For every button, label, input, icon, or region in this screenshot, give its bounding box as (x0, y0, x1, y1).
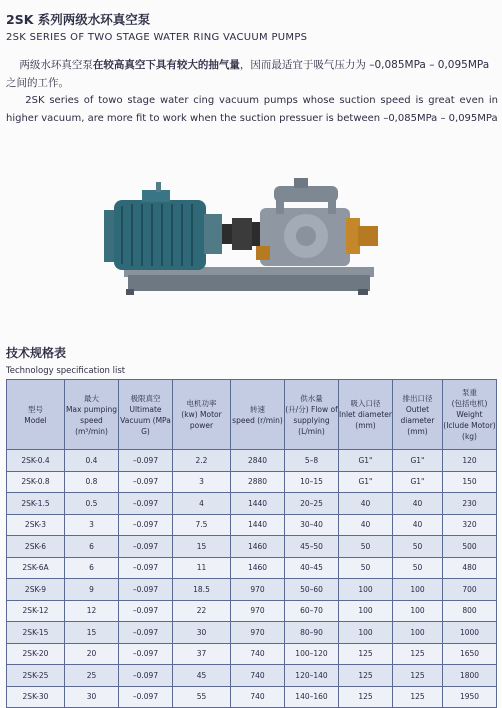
column-header (173, 380, 231, 450)
table-cell: G1" (393, 471, 443, 493)
table-cell: 2SK-0.4 (7, 450, 65, 472)
table-cell: 500 (443, 536, 497, 558)
spec-table-head (7, 380, 497, 450)
spec-table-body (7, 450, 497, 708)
column-header-cn: 最大 (84, 393, 99, 403)
table-cell: 3 (65, 514, 119, 536)
table-cell: 40 (393, 493, 443, 515)
page-title: 2SK 系列两级水环真空泵 (6, 12, 151, 27)
table-cell: 12 (65, 600, 119, 622)
table-cell: 100 (339, 622, 393, 644)
table-cell: 0.5 (65, 493, 119, 515)
table-cell: 20–25 (285, 493, 339, 515)
table-cell: 1800 (443, 665, 497, 687)
spec-title: 技术规格表 (6, 346, 67, 360)
table-cell: –0.097 (119, 600, 173, 622)
column-header (7, 380, 65, 450)
table-cell: 2SK-3 (7, 514, 65, 536)
table-row (7, 536, 497, 558)
table-cell: 40 (339, 514, 393, 536)
table-cell: 15 (65, 622, 119, 644)
table-cell: 18.5 (173, 579, 231, 601)
table-cell: 50 (393, 557, 443, 579)
intro-en (6, 92, 498, 128)
table-cell: 40–45 (285, 557, 339, 579)
column-header-en: Inlet diameter (mm) (339, 410, 392, 430)
table-cell: 230 (443, 493, 497, 515)
table-cell: 22 (173, 600, 231, 622)
table-cell: 1460 (231, 557, 285, 579)
table-cell: 20 (65, 643, 119, 665)
table-cell: –0.097 (119, 493, 173, 515)
table-cell: 120 (443, 450, 497, 472)
table-cell: 2SK-1.5 (7, 493, 65, 515)
table-cell: 125 (393, 665, 443, 687)
table-cell: 11 (173, 557, 231, 579)
table-cell: 320 (443, 514, 497, 536)
table-cell: 45–50 (285, 536, 339, 558)
column-header-cn: 转速 (250, 404, 265, 414)
column-header-en: Outlet diameter (mm) (400, 404, 435, 436)
table-header-row (7, 380, 497, 450)
table-cell: 480 (443, 557, 497, 579)
column-header-cn: 电机功率 (186, 399, 217, 408)
table-cell: 30–40 (285, 514, 339, 536)
column-header-en: (升/分) Flow of supplying (L/min) (285, 404, 338, 436)
table-row (7, 665, 497, 687)
table-row (7, 493, 497, 515)
table-cell: 80–90 (285, 622, 339, 644)
table-cell: 125 (393, 686, 443, 708)
column-header-en: Model (24, 415, 47, 425)
table-cell: 4 (173, 493, 231, 515)
column-header (65, 380, 119, 450)
table-cell: 125 (339, 643, 393, 665)
column-header-en: (kw) Motor power (181, 410, 222, 430)
intro-cn (6, 56, 496, 92)
column-header (285, 380, 339, 450)
page-subtitle: 2SK SERIES OF TWO STAGE WATER RING VACUUM PUMPS (6, 32, 308, 43)
table-cell: 1460 (231, 536, 285, 558)
table-cell: 740 (231, 643, 285, 665)
table-cell: 740 (231, 665, 285, 687)
table-cell: 50 (339, 557, 393, 579)
column-header-cn: 排出口径 (402, 393, 433, 403)
table-cell: 125 (393, 643, 443, 665)
column-header-en: Ultimate Vacuum (MPa G) (120, 404, 171, 436)
column-header (443, 380, 497, 450)
table-cell: 100 (393, 622, 443, 644)
table-row (7, 643, 497, 665)
table-cell: 30 (173, 622, 231, 644)
table-cell: –0.097 (119, 643, 173, 665)
table-cell: 700 (443, 579, 497, 601)
spec-table (6, 379, 497, 708)
table-cell: 800 (443, 600, 497, 622)
intro-cn-part3: ，因而最适宜于吸气压力为 –0,085MPa – 0,095MPa 之间的工作。 (6, 59, 490, 89)
table-cell: –0.097 (119, 686, 173, 708)
column-header-cn: 泵重 (462, 388, 477, 397)
table-row (7, 557, 497, 579)
table-row (7, 471, 497, 493)
table-cell: G1" (339, 450, 393, 472)
table-cell: –0.097 (119, 622, 173, 644)
table-cell: 6 (65, 536, 119, 558)
table-row (7, 686, 497, 708)
table-cell: 2840 (231, 450, 285, 472)
table-cell: 125 (339, 665, 393, 687)
table-cell: 100 (339, 579, 393, 601)
table-cell: 6 (65, 557, 119, 579)
column-header-en: (包括电机) Weight (Iclude Motor) (kg) (443, 399, 496, 441)
table-cell: 50 (393, 536, 443, 558)
spec-subtitle: Technology specification list (6, 366, 126, 376)
table-cell: 9 (65, 579, 119, 601)
column-header-cn: 供水量 (300, 393, 323, 403)
table-cell: 50–60 (285, 579, 339, 601)
table-cell: 60–70 (285, 600, 339, 622)
intro-cn-part2: 在较高真空下具有较大的抽气量 (92, 59, 240, 71)
table-cell: 15 (173, 536, 231, 558)
table-row (7, 579, 497, 601)
table-cell: 40 (393, 514, 443, 536)
table-cell: 50 (339, 536, 393, 558)
table-cell: 30 (65, 686, 119, 708)
table-cell: 2SK-6 (7, 536, 65, 558)
column-header (119, 380, 173, 450)
table-cell: –0.097 (119, 471, 173, 493)
table-cell: 3 (173, 471, 231, 493)
table-cell: 100 (393, 579, 443, 601)
table-cell: 45 (173, 665, 231, 687)
table-cell: 140–160 (285, 686, 339, 708)
intro-cn-part1: 两级水环真空泵 (19, 59, 93, 71)
table-cell: –0.097 (119, 579, 173, 601)
column-header-en: Max pumping speed (m³/min) (65, 404, 118, 436)
table-cell: –0.097 (119, 514, 173, 536)
table-cell: 740 (231, 686, 285, 708)
table-cell: 2880 (231, 471, 285, 493)
table-cell: G1" (339, 471, 393, 493)
table-cell: 970 (231, 622, 285, 644)
table-cell: 150 (443, 471, 497, 493)
table-cell: 1650 (443, 643, 497, 665)
pump-photo (96, 172, 396, 302)
table-cell: 1440 (231, 514, 285, 536)
table-cell: 2SK-20 (7, 643, 65, 665)
column-header-cn: 极限真空 (130, 393, 161, 403)
table-cell: 100–120 (285, 643, 339, 665)
table-cell: 7.5 (173, 514, 231, 536)
table-cell: 2SK-30 (7, 686, 65, 708)
table-cell: –0.097 (119, 450, 173, 472)
column-header (393, 380, 443, 450)
table-row (7, 450, 497, 472)
column-header (339, 380, 393, 450)
intro-en-text: 2SK series of towo stage water cing vacuum pumps whose suction speed is great even in higher vacuum, are more fit to work when the suction pressuer is between –0,085MPa – 0,095MPa (6, 95, 498, 124)
table-row (7, 600, 497, 622)
table-cell: 100 (339, 600, 393, 622)
table-cell: –0.097 (119, 557, 173, 579)
table-cell: 2SK-15 (7, 622, 65, 644)
column-header-en: speed (r/min) (232, 415, 283, 425)
table-cell: 0.8 (65, 471, 119, 493)
table-cell: 5–8 (285, 450, 339, 472)
table-cell: 40 (339, 493, 393, 515)
table-row (7, 514, 497, 536)
table-cell: 1000 (443, 622, 497, 644)
column-header-cn: 型号 (28, 404, 43, 414)
table-cell: 2SK-12 (7, 600, 65, 622)
table-cell: –0.097 (119, 536, 173, 558)
table-cell: 1440 (231, 493, 285, 515)
table-cell: 25 (65, 665, 119, 687)
column-header-cn: 吸入口径 (350, 399, 381, 408)
table-cell: 2SK-9 (7, 579, 65, 601)
table-cell: 0.4 (65, 450, 119, 472)
table-cell: 2SK-6A (7, 557, 65, 579)
table-cell: –0.097 (119, 665, 173, 687)
table-cell: G1" (393, 450, 443, 472)
table-cell: 1950 (443, 686, 497, 708)
table-row (7, 622, 497, 644)
table-cell: 55 (173, 686, 231, 708)
table-cell: 970 (231, 579, 285, 601)
table-cell: 2SK-25 (7, 665, 65, 687)
table-cell: 970 (231, 600, 285, 622)
table-cell: 100 (393, 600, 443, 622)
table-cell: 37 (173, 643, 231, 665)
table-cell: 2.2 (173, 450, 231, 472)
table-cell: 120–140 (285, 665, 339, 687)
table-cell: 125 (339, 686, 393, 708)
column-header (231, 380, 285, 450)
table-cell: 10–15 (285, 471, 339, 493)
table-cell: 2SK-0.8 (7, 471, 65, 493)
